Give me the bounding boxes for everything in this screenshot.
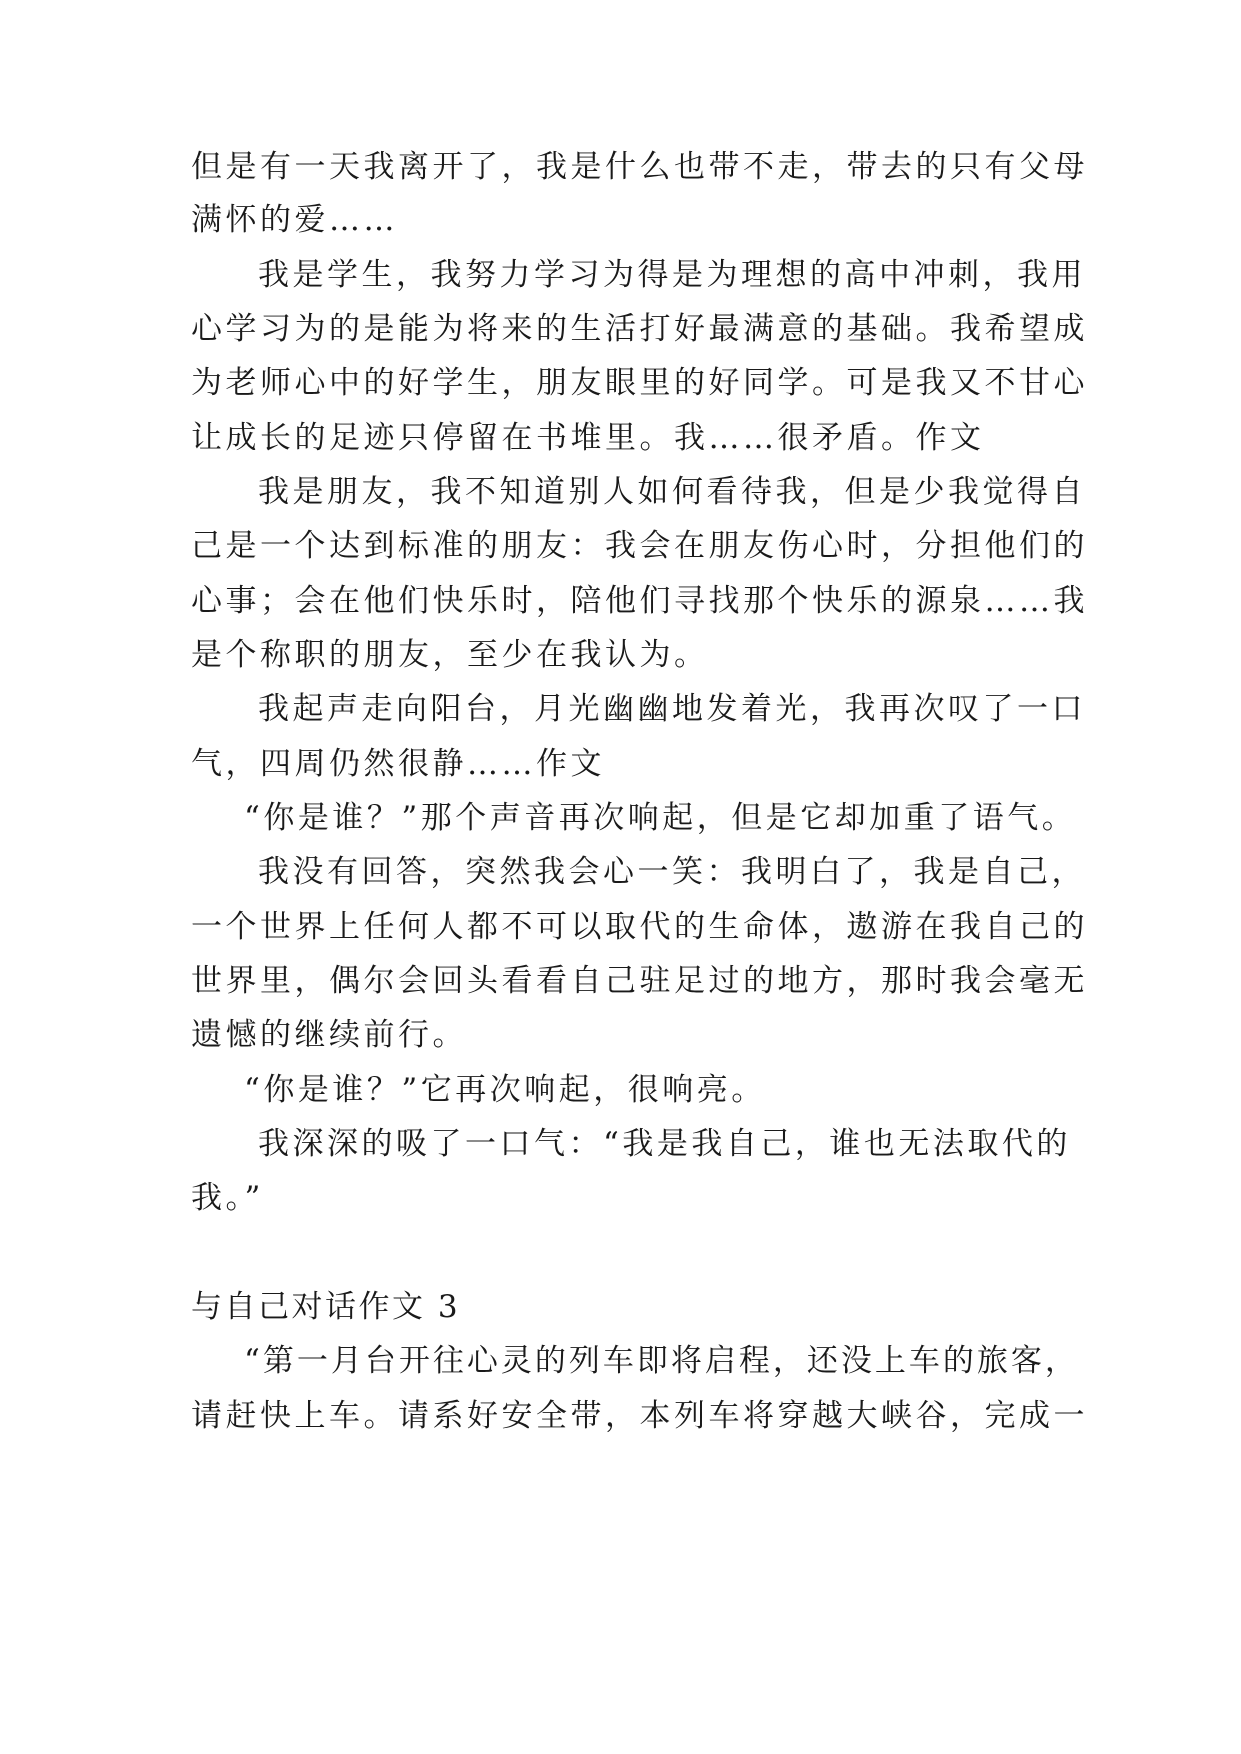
text-line: 心学习为的是能为将来的生活打好最满意的基础。我希望成 bbox=[191, 311, 1088, 347]
dialogue-line: “你是谁？”那个声音再次响起，但是它却加重了语气。 bbox=[244, 800, 1077, 836]
dialogue-line: “你是谁？”它再次响起，很响亮。 bbox=[244, 1072, 766, 1108]
paragraph-start-line: 我没有回答，突然我会心一笑：我明白了，我是自己， bbox=[258, 854, 1086, 890]
text-line: 世界里，偶尔会回头看看自己驻足过的地方，那时我会毫无 bbox=[191, 963, 1088, 999]
text-line: 是个称职的朋友，至少在我认为。 bbox=[191, 637, 709, 673]
paragraph-start-line: 我是学生，我努力学习为得是为理想的高中冲刺，我用 bbox=[258, 257, 1086, 293]
text-line: 遗憾的继续前行。 bbox=[191, 1017, 467, 1053]
dialogue-line: “第一月台开往心灵的列车即将启程，还没上车的旅客， bbox=[244, 1343, 1079, 1379]
text-line: 为老师心中的好学生，朋友眼里的好同学。可是我又不甘心 bbox=[191, 365, 1088, 401]
text-line: 己是一个达到标准的朋友：我会在朋友伤心时，分担他们的 bbox=[191, 528, 1088, 564]
paragraph-start-line: 我是朋友，我不知道别人如何看待我，但是少我觉得自 bbox=[258, 474, 1086, 510]
text-line: 请赶快上车。请系好安全带，本列车将穿越大峡谷，完成一 bbox=[191, 1398, 1088, 1434]
text-line: 让成长的足迹只停留在书堆里。我……很矛盾。作文 bbox=[191, 420, 985, 456]
section-heading: 与自己对话作文 3 bbox=[191, 1289, 461, 1325]
text-line: 满怀的爱…… bbox=[191, 202, 398, 238]
text-line: 但是有一天我离开了，我是什么也带不走，带去的只有父母 bbox=[191, 149, 1088, 185]
text-line: 心事；会在他们快乐时，陪他们寻找那个快乐的源泉……我 bbox=[191, 583, 1088, 619]
text-line: 一个世界上任何人都不可以取代的生命体，遨游在我自己的 bbox=[191, 909, 1088, 945]
paragraph-start-line: 我深深的吸了一口气：“我是我自己，谁也无法取代的 bbox=[258, 1126, 1071, 1162]
text-line: 我。” bbox=[191, 1180, 264, 1216]
paragraph-start-line: 我起声走向阳台，月光幽幽地发着光，我再次叹了一口 bbox=[258, 691, 1086, 727]
text-line: 气，四周仍然很静……作文 bbox=[191, 746, 605, 782]
